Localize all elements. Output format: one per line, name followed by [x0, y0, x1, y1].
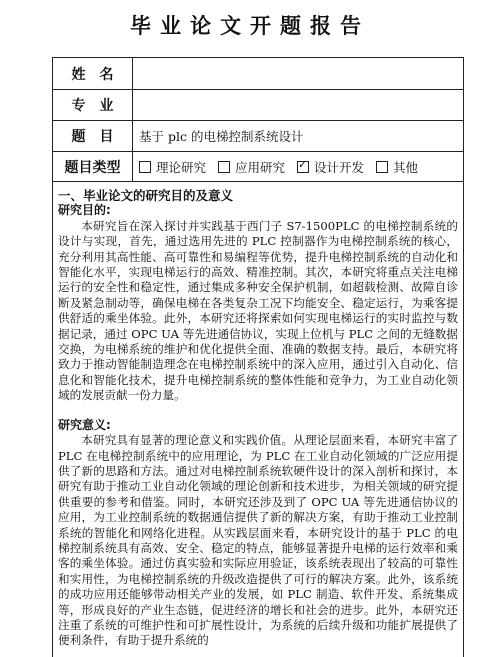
section-heading: 一、毕业论文的研究目的及意义	[58, 188, 234, 203]
type-option[interactable]: 应用研究	[218, 158, 285, 176]
section-content	[58, 188, 458, 649]
significance-paragraph: 本研究具有显著的理论意义和实践价值。从理论层面来看，本研究丰富了 PLC 在电梯控制系统中的应用理论，为 PLC 在工业自动化领域的广泛应用提供了新的思路和方法。通过对电梯控制系统软硬件设计的深入剖析和探讨，本研究有助于推动工业自动化领域的理论创新和技术进步，为相关领域的研究提供重要的参考和借鉴。同时，本研究还涉及到了 OPC UA 等先进通信协议的应用，为工业控制系统的数据通信提供了新的解决方案，有助于推动工业控制系统的智能化和网络化进程。从实践层面来看，本研究设计的基于 PLC 的电梯控制系统具有高效、安全、稳定的特点，能够显著提升电梯的运行效率和乘客的乘坐体验。通过仿真实验和实际应用验证，该系统表现出了较高的可靠性和实用性，为电梯控制系统的升级改造提供了可行的解决方案。此外，该系统的成功应用还能够带动相关产业的发展，如 PLC 制造、软件开发、系统集成等，形成良好的产业生态链，促进经济的增长和社会的进步。此外，本研究还注重了系统的可维护性和可扩展性设计，为系统的后续升级和功能扩展提供了便利条件，有助于提升系统的	[58, 433, 458, 648]
checkbox-icon[interactable]	[139, 161, 151, 173]
type-label: 题目类型	[53, 152, 133, 181]
topic-value: 基于 plc 的电梯控制系统设计	[139, 129, 304, 144]
type-option[interactable]: 其他	[376, 158, 418, 176]
significance-heading: 研究意义:	[58, 417, 111, 432]
row-name	[53, 58, 463, 90]
topic-label: 题 目	[53, 121, 133, 151]
purpose-heading: 研究目的:	[58, 203, 111, 218]
checkbox-icon[interactable]	[376, 161, 388, 173]
purpose-paragraph: 本研究旨在深入探讨并实践基于西门子 S7-1500PLC 的电梯控制系统的设计与实现，首先，通过选用先进的 PLC 控制器作为电梯控制系统的核心，充分利用其高性能、高可靠性和易编程等优势，提升电梯控制系统的自动化和智能化水平，实现电梯运行的高效、精准控制。其次，本研究将重点关注电梯运行的安全性和稳定性，通过集成多种安全保护机制，如超载检测、故障自诊断及紧急制动等，确保电梯在各类复杂工况下均能安全、稳定运行，为乘客提供舒适的乘坐体验。此外，本研究还将探索如何实现电梯运行的实时监控与数据记录，通过 OPC UA 等先进通信协议，实现上位机与 PLC 之间的无缝数据交换，为电梯系统的维护和优化提供全面、准确的数据支持。最后，本研究将致力于推动智能制造理念在电梯控制系统中的深入应用，通过引入自动化、信息化和智能化技术，提升电梯控制系统的整体性能和竞争力，为工业自动化领域的发展贡献一份力量。	[58, 218, 458, 403]
row-type	[53, 152, 463, 182]
type-options	[139, 152, 430, 181]
type-option[interactable]: ✓ 设计开发	[297, 158, 364, 176]
checked-checkbox-icon[interactable]	[297, 161, 309, 173]
type-option[interactable]: 理论研究	[139, 158, 206, 176]
row-topic	[53, 121, 463, 152]
row-major	[53, 90, 463, 121]
name-label: 姓 名	[53, 58, 133, 89]
page-title: 毕业论文开题报告	[130, 14, 370, 38]
major-label: 专 业	[53, 90, 133, 120]
checkbox-icon[interactable]	[218, 161, 230, 173]
